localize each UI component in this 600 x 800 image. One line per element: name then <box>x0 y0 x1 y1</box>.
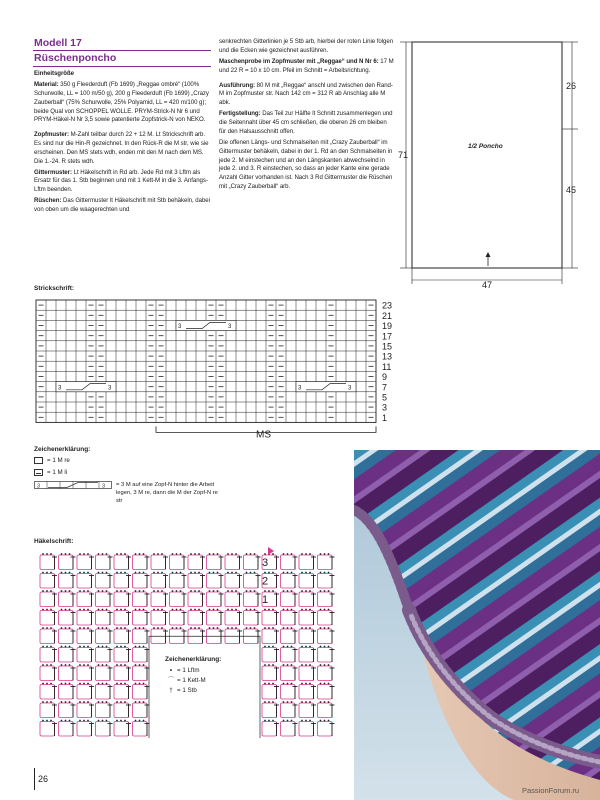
legend-stb-text: = 1 Stb <box>177 686 197 694</box>
page-number: 26 <box>38 774 49 784</box>
mesh-cell <box>133 553 150 569</box>
mesh-cell <box>207 627 224 643</box>
mesh-cell <box>133 572 150 588</box>
material-text: 350 g Fleederduft (Fb 1699) „Reggae ombré“ (100% Schurwolle, LL = 100 m/50 g), 200 g Fleederduft (Fb 1699) „Crazy Zauberball“ (75% Schurwolle, 25% Polyamid, LL = 420 m/100 g); beide Qual von SCHOPPEL WOLLE. PRYM-Strick-N Nr 6 und PRYM-Häkel-N Nr 3,5 sowie patentierte Zopfstrick-N von NEKO. <box>34 81 209 124</box>
zopf-label: Zopfmuster: <box>34 131 69 139</box>
mesh-cell <box>40 590 57 606</box>
haekel-title: Häkelschrift: <box>34 538 74 545</box>
mesh-cell <box>40 627 57 643</box>
mesh-cell <box>281 664 298 680</box>
ausfuehrung-label: Ausführung: <box>219 81 256 89</box>
mesh-cell <box>77 572 94 588</box>
mesh-cell <box>59 572 76 588</box>
svg-text:3: 3 <box>102 483 106 489</box>
legend-crochet <box>165 656 265 696</box>
mesh-cell <box>114 646 131 662</box>
row-number: 9 <box>382 372 388 383</box>
mesh-cell <box>96 572 113 588</box>
svg-text:3: 3 <box>37 483 41 489</box>
purl-symbol-icon <box>34 469 43 476</box>
mesh-cell <box>59 664 76 680</box>
header-rule-bottom <box>33 66 211 67</box>
row-number: 21 <box>382 310 393 321</box>
mesh-cell <box>225 609 242 625</box>
legend-chain-row <box>165 666 265 676</box>
size-label: Einheitsgröße <box>34 70 74 77</box>
mesh-cell <box>151 572 168 588</box>
mesh-cell <box>40 553 57 569</box>
ausfuehrung-text: 80 M mit „Reggae“ anschl und zwischen den Rand-M im Zopfmuster str. Nach 142 cm = 312 R ab Anschlag alle M abk. <box>219 81 393 107</box>
mesh-cell <box>318 720 335 736</box>
instructions-col2 <box>219 38 395 194</box>
mesh-cell <box>96 664 113 680</box>
mesh-cell <box>77 627 94 643</box>
mesh-cell <box>96 590 113 606</box>
mesh-cell <box>318 664 335 680</box>
legend-knit-row <box>34 457 224 464</box>
material-label: Material: <box>34 81 59 89</box>
cable-right <box>296 382 356 392</box>
mesh-cell <box>299 553 316 569</box>
haekel-chart <box>34 545 344 745</box>
round-label: 3 <box>262 557 269 569</box>
legend-slip-text: = 1 Kett-M <box>177 676 206 684</box>
mesh-cell <box>59 609 76 625</box>
mesh-cell <box>281 701 298 717</box>
mesh-cell <box>114 590 131 606</box>
mesh-cell <box>281 609 298 625</box>
mesh-cell <box>133 683 150 699</box>
mesh-cell <box>318 646 335 662</box>
mesh-cell <box>225 572 242 588</box>
mesh-cell <box>244 572 261 588</box>
mesh-cell <box>299 720 316 736</box>
mesh-cell <box>244 627 261 643</box>
dim-total: 71 <box>398 150 409 160</box>
mesh-cell <box>59 627 76 643</box>
instructions-col1 <box>34 70 210 217</box>
mesh-cell <box>225 590 242 606</box>
svg-text:3: 3 <box>108 385 112 392</box>
row-number: 17 <box>382 331 393 342</box>
mesh-cell <box>318 590 335 606</box>
row-number: 11 <box>382 361 392 372</box>
round-label: 2 <box>262 575 269 588</box>
mesh-cell <box>318 627 335 643</box>
mesh-cell <box>96 683 113 699</box>
mesh-cell <box>188 627 205 643</box>
rueschen-label: Rüschen: <box>34 197 62 205</box>
legend-stb-row <box>165 686 265 696</box>
mesh-cell <box>299 627 316 643</box>
mesh-cell <box>59 701 76 717</box>
mesh-cell <box>299 590 316 606</box>
mesh-cell <box>96 609 113 625</box>
mesh-cell <box>299 646 316 662</box>
mesh-cell <box>170 590 187 606</box>
mesh-cell <box>299 572 316 588</box>
mesh-cell <box>188 572 205 588</box>
mesh-cell <box>40 646 57 662</box>
mesh-cell <box>262 627 279 643</box>
legend-cable-text: = 3 M auf eine Zopf-N hinter die Arbeit legen, 3 M re, dann die M der Zopf-N re str <box>116 482 218 505</box>
dim-bottom: 45 <box>566 185 577 195</box>
legend-crochet-title: Zeichenerklärung: <box>165 656 222 663</box>
mesh-cell <box>299 683 316 699</box>
legend-purl-text: = 1 M li <box>47 469 68 476</box>
mesh-cell <box>96 627 113 643</box>
mesh-cell <box>114 683 131 699</box>
fertigstellung-text-2: Die offenen Längs- und Schmalseiten mit „Crazy Zauberball“ im Gittermuster behäkeln, dabei in der 1. Rd an den Schmalseiten in jede 2. M einstechen und an den Längskanten abwechselnd in jede 2. und 3. R einstechen, so dass an jeder Kante eine gerade Anzahl Gitter vorhanden ist. Nach 3 Rd Gittermuster die Rüschen mit „Crazy Zauberball“ arb. <box>219 138 393 190</box>
mesh-cell <box>59 553 76 569</box>
mesh-cell <box>318 609 335 625</box>
footer-rule <box>34 768 35 790</box>
mesh-cell <box>188 553 205 569</box>
mesh-cell <box>299 701 316 717</box>
schematic-label: 1/2 Poncho <box>468 143 503 150</box>
round-label: 1 <box>262 594 269 606</box>
strick-title: Strickschrift: <box>34 285 75 292</box>
gitter-text: Lt Häkelschrift in Rd arb. Jede Rd mit 3 Lftm als Ersatz für das 1. Stb beginnen und mit 1 Kett-M in die 3. Anfangs-Lftm beenden. <box>34 168 208 194</box>
watermark: PassionForum.ru <box>522 786 580 795</box>
repeat-label: MS <box>256 429 271 438</box>
row-number: 15 <box>382 341 393 352</box>
mesh-cell <box>59 590 76 606</box>
mesh-cell <box>96 720 113 736</box>
strick-chart <box>34 296 404 438</box>
arrow-up-icon <box>486 252 491 257</box>
mesh-cell <box>40 572 57 588</box>
mesh-cell <box>40 664 57 680</box>
mesh-cell <box>77 720 94 736</box>
gitter-label: Gittermuster: <box>34 168 72 176</box>
mesh-cell <box>114 701 131 717</box>
mesh-cell <box>281 553 298 569</box>
mesh-cell <box>207 553 224 569</box>
cable-left <box>56 382 116 392</box>
mesh-cell <box>318 683 335 699</box>
mesh-cell <box>77 701 94 717</box>
mesh-cell <box>96 701 113 717</box>
mesh-cell <box>262 609 279 625</box>
mesh-cell <box>318 701 335 717</box>
row-number: 19 <box>382 321 393 332</box>
row-number: 23 <box>382 300 393 311</box>
mesh-cell <box>318 553 335 569</box>
dim-top: 26 <box>566 81 577 91</box>
mesh-cell <box>77 646 94 662</box>
mesh-cell <box>262 720 279 736</box>
mesh-cell <box>77 683 94 699</box>
legend-purl-row <box>34 469 224 476</box>
rueschen-text: Das Gittermuster lt Häkelschrift mit Stb behäkeln, dabei von oben um die waagerechten und <box>34 197 210 214</box>
mesh-cell <box>114 609 131 625</box>
zopf-text: M-Zahl teilbar durch 22 + 12 M. Lt Strickschrift arb. Es sind nur die Hin-R gezeichnet. In den Rück-R die M str, wie sie erscheinen. Den MS stets wdh, enden mit den M nach dem MS. Die 1.-24. R stets wdh. <box>34 131 209 165</box>
mesh-cell <box>170 609 187 625</box>
mesh-cell <box>207 572 224 588</box>
svg-text:3: 3 <box>178 324 182 331</box>
model-number: Modell 17 <box>34 37 82 49</box>
mesh-cell <box>170 553 187 569</box>
mesh-cell <box>207 590 224 606</box>
mesh-cell <box>133 664 150 680</box>
mesh-cell <box>133 701 150 717</box>
poncho-schematic <box>398 38 594 290</box>
double-crochet-icon: † <box>169 686 173 694</box>
mesh-cell <box>225 553 242 569</box>
mesh-cell <box>170 572 187 588</box>
svg-text:3: 3 <box>58 385 62 392</box>
knit-symbol-icon <box>34 457 43 464</box>
row-number: 13 <box>382 351 393 362</box>
mesh-cell <box>281 627 298 643</box>
fertigstellung-text: Das Teil zur Hälfte lt Schnitt zusammenlegen und die Seitennaht über 45 cm schließen, die oberen 26 cm bleiben für den Halsausschnitt offen. <box>219 110 393 135</box>
mesh-cell <box>281 646 298 662</box>
mesh-cell <box>281 572 298 588</box>
mesh-cell <box>225 627 242 643</box>
mesh-cell <box>114 720 131 736</box>
mesh-cell <box>281 683 298 699</box>
mesh-cell <box>188 609 205 625</box>
mesh-cell <box>133 720 150 736</box>
mesh-cell <box>59 646 76 662</box>
svg-text:3: 3 <box>298 385 302 392</box>
mesh-cell <box>40 701 57 717</box>
legend-knit-text: = 1 M re <box>47 457 70 464</box>
mesh-cell <box>318 572 335 588</box>
mesh-cell <box>262 701 279 717</box>
mesh-cell <box>96 646 113 662</box>
mesh-cell <box>281 720 298 736</box>
mesh-cell <box>133 646 150 662</box>
fertigstellung-label: Fertigstellung: <box>219 110 261 118</box>
mesh-cell <box>299 664 316 680</box>
row-number: 5 <box>382 392 388 403</box>
header-rule-top <box>33 50 211 51</box>
mesh-cell <box>40 683 57 699</box>
mesh-cell <box>59 720 76 736</box>
cable-symbol-icon <box>34 481 112 489</box>
mesh-cell <box>59 683 76 699</box>
chain-symbol-icon: • <box>169 667 173 674</box>
row-number: 7 <box>382 382 388 393</box>
slip-stitch-icon: ⌒ <box>167 676 175 684</box>
mesh-cell <box>244 590 261 606</box>
mesh-cell <box>151 609 168 625</box>
legend-cable-row <box>34 481 224 505</box>
poncho-photo <box>354 450 600 800</box>
mesh-cell <box>40 609 57 625</box>
mesh-cell <box>133 609 150 625</box>
legend-chain-text: = 1 Lftm <box>177 667 200 674</box>
mesh-cell <box>133 590 150 606</box>
mesh-cell <box>151 627 168 643</box>
mesh-cell <box>244 553 261 569</box>
mesh-cell <box>151 590 168 606</box>
cable-center <box>176 320 236 330</box>
mesh-cell <box>77 590 94 606</box>
mesh-cell <box>281 590 298 606</box>
mesh-cell <box>170 627 187 643</box>
mesh-cell <box>133 627 150 643</box>
legend-knit <box>34 446 224 510</box>
maschenprobe-label: Maschenprobe im Zopfmuster mit „Reggae“ und N Nr 6: <box>219 57 379 65</box>
legend-slip-row <box>165 676 265 686</box>
mesh-cell <box>77 609 94 625</box>
page-title: Rüschenponcho <box>34 52 117 64</box>
mesh-cell <box>188 590 205 606</box>
mesh-cell <box>96 553 113 569</box>
mesh-cell <box>114 627 131 643</box>
dim-width: 47 <box>482 280 493 290</box>
svg-text:3: 3 <box>228 324 232 331</box>
row-number: 1 <box>382 412 388 423</box>
mesh-cell <box>114 553 131 569</box>
mesh-cell <box>244 609 261 625</box>
rueschen-continued: senkrechten Gitterlinien je 5 Stb arb, hierbei der roten Linie folgen und die Ecken wie gezeichnet ausführen. <box>219 38 394 54</box>
mesh-cell <box>114 664 131 680</box>
mesh-cell <box>207 609 224 625</box>
mesh-cell <box>77 664 94 680</box>
mesh-cell <box>40 720 57 736</box>
mesh-cell <box>114 572 131 588</box>
svg-text:3: 3 <box>348 385 352 392</box>
mesh-cell <box>77 553 94 569</box>
legend-knit-title: Zeichenerklärung: <box>34 446 91 453</box>
row-number: 3 <box>382 402 388 413</box>
maschenprobe-text: 17 M und 22 R = 10 x 10 cm. Pfeil im Schnitt = Arbeitsrichtung. <box>219 57 394 74</box>
mesh-cell <box>299 609 316 625</box>
mesh-cell <box>151 553 168 569</box>
